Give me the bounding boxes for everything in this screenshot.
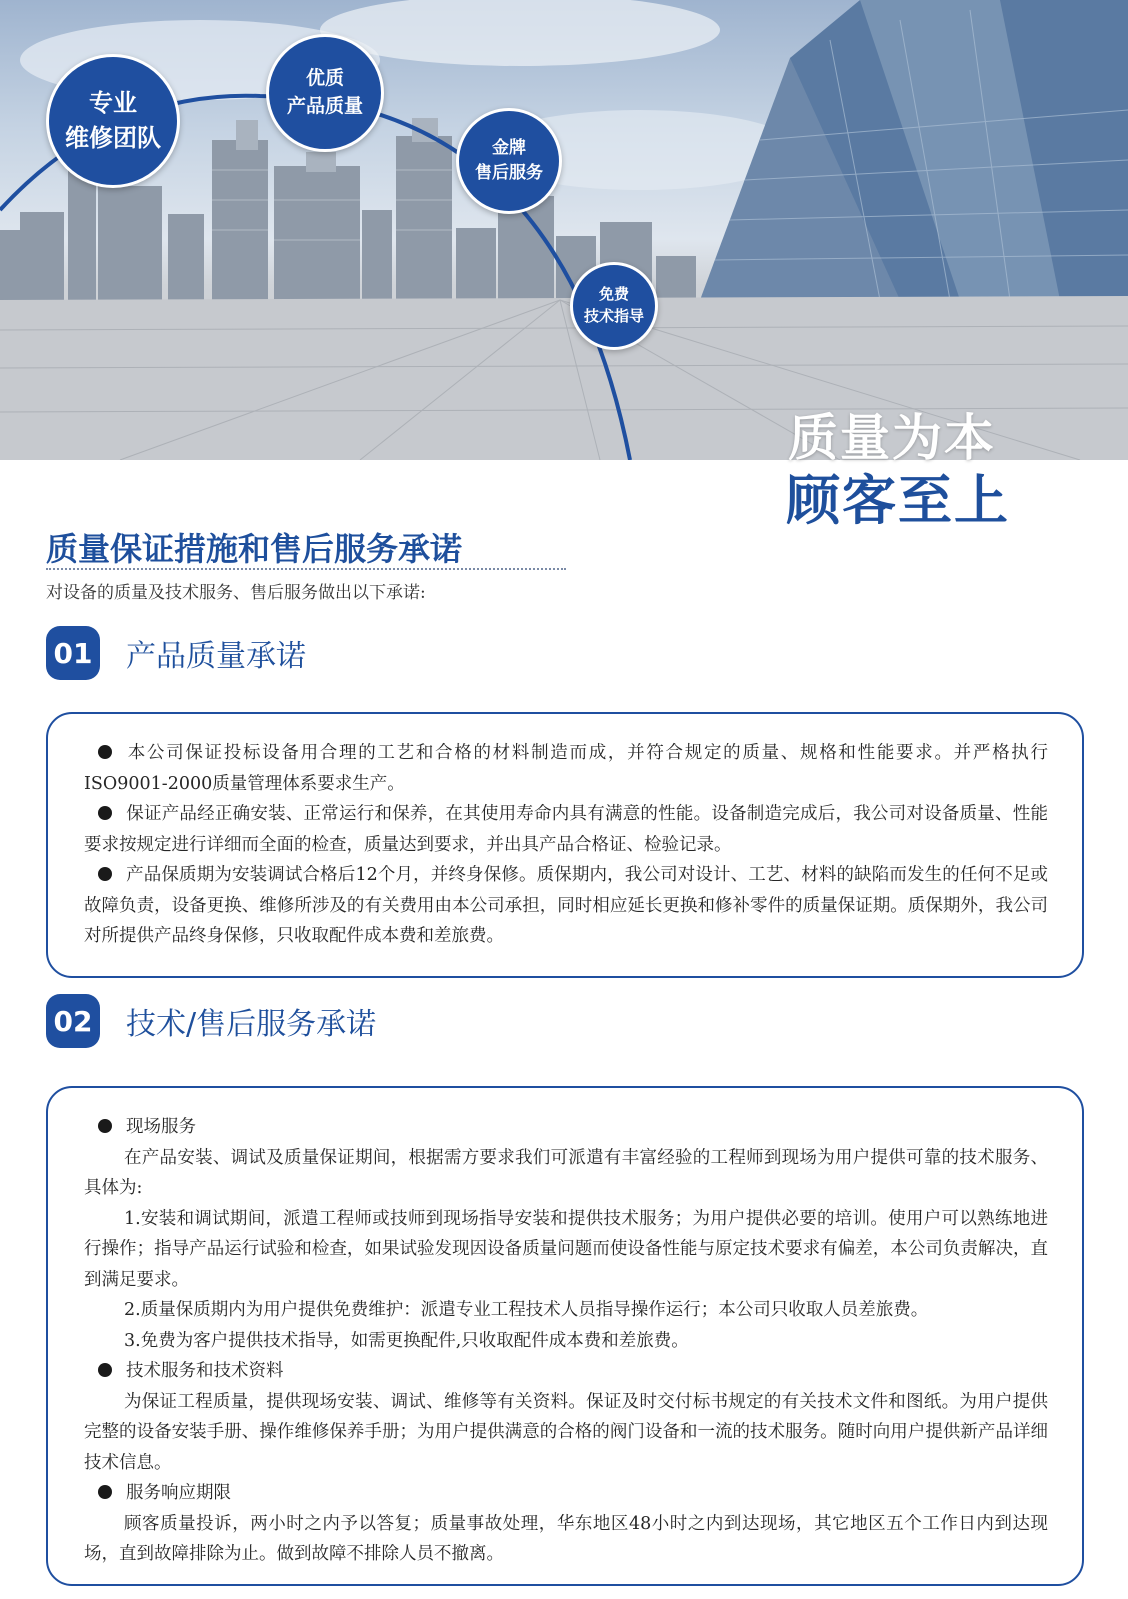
list-item bbox=[84, 860, 1048, 952]
bubble-line: 技术指导 bbox=[583, 307, 644, 325]
paragraph-text: 为保证工程质量，提供现场安装、调试、维修等有关资料。保证及时交付标书规定的有关技术文件和图纸。为用户提供完整的设备安装手册、操作维修保养手册；为用户提供满意的合格的阀门设备和一流的技术服务。随时向用户提供新产品详细技术信息。 bbox=[84, 1391, 1048, 1473]
bubble-line: 产品质量 bbox=[286, 95, 363, 117]
bubble-line: 金牌 bbox=[492, 138, 526, 159]
list-heading bbox=[84, 1112, 1048, 1143]
bubble-line: 售后服务 bbox=[475, 163, 543, 183]
heading-text: 技术服务和技术资料 bbox=[126, 1361, 284, 1381]
bullet-icon bbox=[98, 1119, 112, 1133]
service-commitment-box bbox=[46, 1086, 1084, 1586]
section-header-01 bbox=[46, 626, 306, 680]
bubble-line: 维修团队 bbox=[65, 124, 161, 152]
title-divider bbox=[46, 568, 566, 570]
intro-text: 对设备的质量及技术服务、售后服务做出以下承诺: bbox=[46, 583, 426, 603]
bubble-line: 免费 bbox=[598, 285, 629, 304]
paragraph-text: 顾客质量投诉，两小时之内予以答复；质量事故处理，华东地区48小时之内到达现场，其它地区五个工作日内到达现场，直到故障排除为止。做到故障不排除人员不撤离。 bbox=[84, 1513, 1048, 1564]
bubble-after-sales bbox=[456, 108, 562, 214]
bubble-tech-guidance bbox=[570, 262, 658, 350]
section-header-02 bbox=[46, 994, 376, 1048]
section-number: 02 bbox=[46, 994, 100, 1048]
paragraph-text: 保证产品经正确安装、正常运行和保养，在其使用寿命内具有满意的性能。设备制造完成后，我公司对设备质量、性能要求按规定进行详细而全面的检查，质量达到要求，并出具产品合格证、检验记录。 bbox=[84, 804, 1048, 855]
section-number: 01 bbox=[46, 626, 100, 680]
list-item bbox=[84, 799, 1048, 860]
paragraph-text: 本公司保证投标设备用合理的工艺和合格的材料制造而成，并符合规定的质量、规格和性能要求。并严格执行ISO9001-2000质量管理体系要求生产。 bbox=[84, 743, 1048, 794]
slogan-customer-first: 顾客至上 bbox=[786, 469, 1010, 532]
section-title: 产品质量承诺 bbox=[126, 639, 306, 674]
list-item: 1.安装和调试期间，派遣工程师或技师到现场指导安装和提供技术服务；为用户提供必要的培训。使用户可以熟练地进行操作；指导产品运行试验和检查，如果试验发现因设备质量问题而使设备性能与原定技术要求有偏差，本公司负责解决，直到满足要求。 bbox=[84, 1208, 1048, 1290]
list-item bbox=[84, 738, 1048, 799]
page-title: 质量保证措施和售后服务承诺 bbox=[46, 530, 463, 568]
list-heading bbox=[84, 1478, 1048, 1509]
bullet-icon bbox=[98, 745, 112, 759]
bullet-icon bbox=[98, 867, 112, 881]
heading-text: 服务响应期限 bbox=[126, 1483, 231, 1503]
city-skyline-image bbox=[0, 0, 1128, 460]
slogan-quality-first: 质量为本 bbox=[788, 409, 996, 467]
heading-text: 现场服务 bbox=[126, 1117, 196, 1137]
paragraph-text: 产品保质期为安装调试合格后12个月，并终身保修。质保期内，我公司对设计、工艺、材料的缺陷而发生的任何不足或故障负责，设备更换、维修所涉及的有关费用由本公司承担，同时相应延长更换和修补零件的质量保证期。质保期外，我公司对所提供产品终身保修，只收取配件成本费和差旅费。 bbox=[84, 865, 1048, 946]
paragraph-text: 在产品安装、调试及质量保证期间，根据需方要求我们可派遣有丰富经验的工程师到现场为用户提供可靠的技术服务、具体为: bbox=[84, 1147, 1048, 1198]
section-title: 技术/售后服务承诺 bbox=[126, 1007, 377, 1042]
hero-banner bbox=[0, 0, 1128, 460]
list-heading bbox=[84, 1356, 1048, 1387]
bubble-product-quality bbox=[266, 34, 384, 152]
list-item: 3.免费为客户提供技术指导，如需更换配件,只收取配件成本费和差旅费。 bbox=[124, 1330, 689, 1351]
bubble-professional-team bbox=[46, 54, 180, 188]
bullet-icon bbox=[98, 1363, 112, 1377]
bullet-icon bbox=[98, 806, 112, 820]
bubble-line: 优质 bbox=[305, 67, 344, 90]
product-quality-box bbox=[46, 712, 1084, 978]
bubble-line: 专业 bbox=[89, 89, 137, 118]
list-item: 2.质量保质期内为用户提供免费维护：派遣专业工程技术人员指导操作运行；本公司只收取人员差旅费。 bbox=[124, 1300, 929, 1320]
bullet-icon bbox=[98, 1485, 112, 1499]
